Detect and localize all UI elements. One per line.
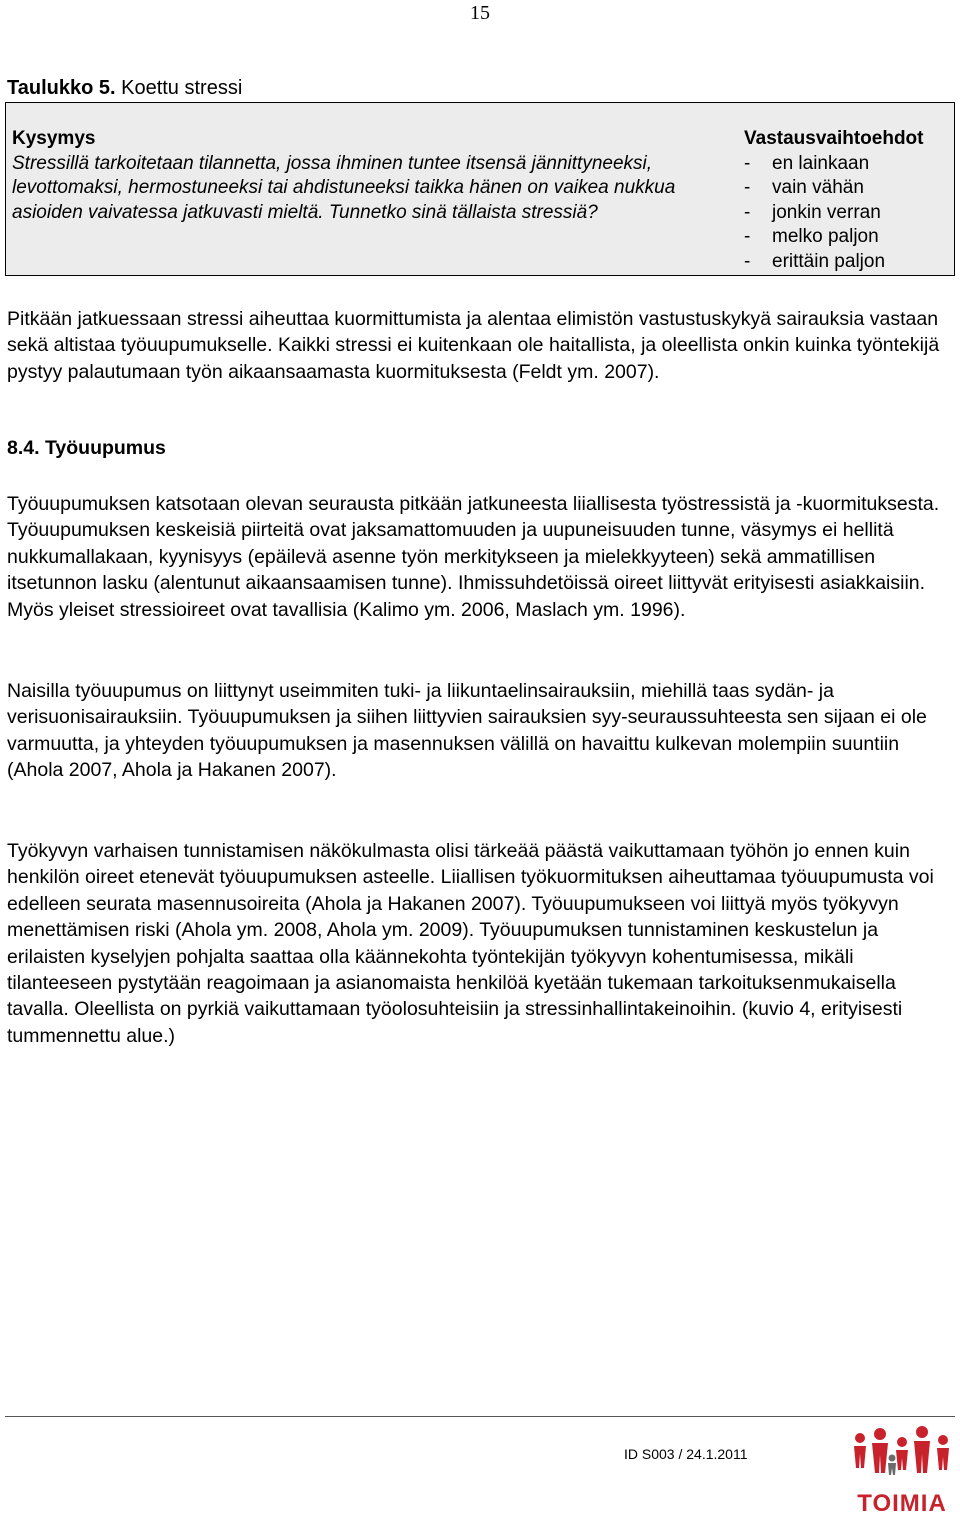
paragraph-stress: Pitkään jatkuessaan stressi aiheuttaa kuormittumista ja alentaa elimistön vastustuskykyä sairauksia vastaan sekä altistaa työuupumukselle. Kaikki stressi ei kuitenkaan ole haitallista, ja oleellista onkin kuinka työntekijä pystyy palautumaan työn aikaansaamasta kuormituksesta (Feldt ym. 2007). — [7, 308, 940, 383]
section-heading: 8.4. Työuupumus — [7, 437, 166, 459]
footer-divider — [5, 1416, 955, 1417]
question-header: Kysymys — [12, 128, 96, 149]
answer-option: - vain vähän — [744, 176, 924, 201]
answer-option: - en lainkaan — [744, 152, 924, 177]
question-column — [6, 103, 732, 275]
table-caption-title: Koettu stressi — [121, 77, 243, 99]
table-caption — [7, 77, 242, 100]
toimia-logo — [848, 1424, 956, 1516]
paragraph-early-detection: Työkyvyn varhaisen tunnistamisen näkökulmasta olisi tärkeää päästä vaikuttamaan työhön jo ennen kuin henkilön oireet etenevät työuupumuksen asteelle. Liiallisen työkuormituksen aiheuttamaa työuupumusta voi edelleen seurata masennusoireita (Ahola ja Hakanen 2007). Työuupumukseen voi liittyä myös työkyvyn menettämisen riski (Ahola ym. 2008, Ahola ym. 2009). Työuupumuksen tunnistaminen keskustelun ja erilaisten kyselyjen pohjalta saattaa olla käännekohta työntekijän työkyvyn kohentumisessa, mikäli tilanteeseen pystytään reagoimaan ja asianomaista henkilöä kyetään tukemaan tarkoituksenmukaisella tavalla. Oleellista on pyrkiä vaikuttamaan työolosuhteisiin ja stressinhallintakeinoihin. (kuvio 4, erityisesti tummennettu alue.) — [7, 840, 934, 1047]
question-text: Stressillä tarkoitetaan tilannetta, jossa ihminen tuntee itsensä jännittyneeksi, levottomaksi, hermostuneeksi tai ahdistuneeksi taikka hänen on vaikea nukkua asioiden vaivatessa jatkuvasti mieltä. Tunnetko sinä tällaista stressiä? — [12, 152, 676, 223]
answer-option: - erittäin paljon — [744, 250, 924, 275]
stress-question-table — [5, 102, 955, 276]
answers-list — [744, 152, 924, 275]
answer-option: - melko paljon — [744, 225, 924, 250]
paragraph-burnout-illness: Naisilla työuupumus on liittynyt useimmiten tuki- ja liikuntaelinsairauksiin, miehillä taas sydän- ja verisuonisairauksiin. Työuupumuksen ja siihen liittyvien sairauksien syy-seuraussuhteesta sen sijaan ei ole varmuutta, ja yhteyden työuupumuksen ja masennuksen välillä on havaittu kulkevan molempiin suuntiin (Ahola 2007, Ahola ja Hakanen 2007). — [7, 680, 927, 782]
answers-header: Vastausvaihtoehdot — [744, 128, 924, 149]
table-caption-label: Taulukko 5. — [7, 77, 116, 99]
answers-column — [732, 103, 924, 275]
footer-doc-id: ID S003 / 24.1.2011 — [624, 1446, 748, 1462]
answer-option: - jonkin verran — [744, 201, 924, 226]
paragraph-burnout-definition: Työuupumuksen katsotaan olevan seurausta pitkään jatkuneesta liiallisesta työstressistä ja -kuormituksesta. Työuupumuksen keskeisiä piirteitä ovat jaksamattomuuden ja uupuneisuuden tunne, väsymys ei hellitä nukkumallakaan, kyynisyys (epäilevä asenne työn merkitykseen ja mielekkyyteen) sekä ammatillisen itsetunnon lasku (alentunut aikaansaamisen tunne). Ihmissuhdetöissä oireet liittyvät erityisesti asiakkaisiin. Myös yleiset stressioireet ovat tavallisia (Kalimo ym. 2006, Maslach ym. 1996). — [7, 493, 940, 621]
page-number: 15 — [470, 2, 490, 24]
logo-text: TOIMIA — [857, 1490, 947, 1517]
people-figures-icon — [848, 1424, 956, 1490]
